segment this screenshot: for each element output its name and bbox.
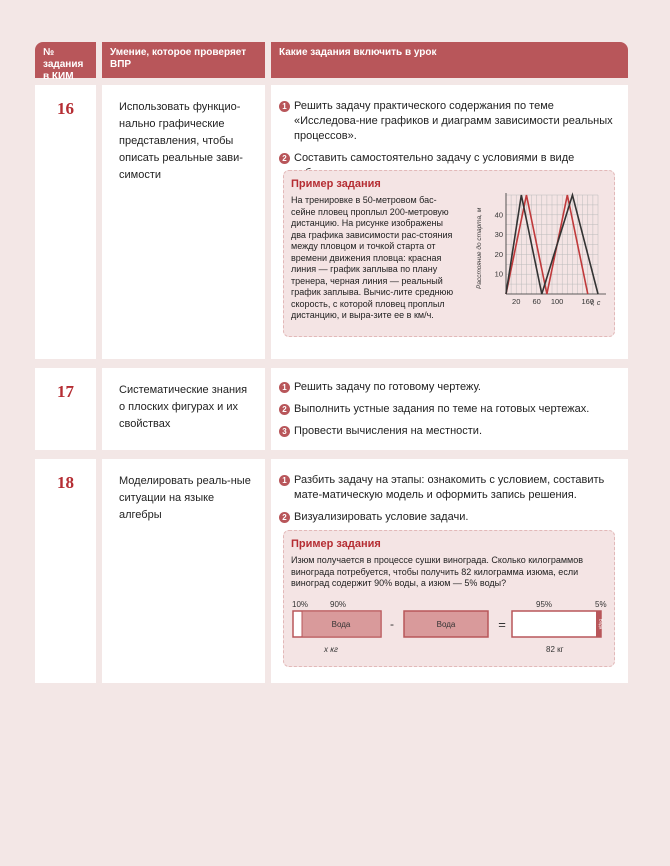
number-marker: 1 bbox=[279, 475, 290, 486]
number-marker: 2 bbox=[279, 153, 290, 164]
task-item bbox=[279, 99, 614, 144]
row-17-skill: Систематические знания о плоских фигурах и их свойствах bbox=[102, 368, 265, 450]
task-item bbox=[279, 380, 614, 395]
x-tick-label: 160 bbox=[581, 297, 595, 306]
y-tick-label: 40 bbox=[494, 210, 503, 220]
row-16-skill: Использовать функцио-нально графические представления, чтобы описать реальные зави-симости bbox=[102, 85, 265, 359]
task-item bbox=[279, 510, 614, 525]
x-tick-label: 100 bbox=[550, 297, 564, 306]
example-box-18 bbox=[283, 530, 615, 667]
grape-mass-label: x кг bbox=[324, 645, 338, 654]
removed-water-label: Вода bbox=[436, 620, 456, 629]
task-text: Визуализировать условие задачи. bbox=[294, 511, 469, 523]
row-18-skill: Моделировать реаль-ные ситуации на языке алгебры bbox=[102, 459, 265, 683]
raisin-water-label: Вода bbox=[598, 618, 604, 630]
header-skill: Умение, которое проверяет ВПР bbox=[102, 42, 265, 78]
example-text: На тренировке в 50-метровом бас-сейне пловец проплыл 200-метровую дистанцию. На рисунке изображены два графика зависимости рас-стояния между пловцом и точкой старта от времени движения пловца: красная линия — график заплыва по плану тренера, черная линия — реальный график заплыва. Вычис-лите среднюю скорость, с которой пловец проплыл дистанцию, и выра-зите ее в км/ч. bbox=[291, 195, 454, 320]
task-item bbox=[279, 402, 614, 417]
task-text: Провести вычисления на местности. bbox=[294, 425, 483, 437]
example-box-16 bbox=[283, 170, 615, 337]
number-marker: 2 bbox=[279, 512, 290, 523]
y-tick-label: 10 bbox=[494, 269, 503, 279]
y-tick-label: 30 bbox=[494, 230, 503, 240]
task-text: Выполнить устные задания по теме на готовых чертежах. bbox=[294, 403, 590, 415]
label-95-percent: 95% bbox=[536, 600, 553, 609]
number-marker: 3 bbox=[279, 426, 290, 437]
row-17-number: 17 bbox=[35, 368, 96, 450]
raisin-bar-outline bbox=[512, 611, 601, 637]
task-text: Разбить задачу на этапы: ознакомить с условием, составить мате-матическую модель и оформить запись решения. bbox=[294, 474, 605, 501]
x-tick-label: 20 bbox=[512, 297, 521, 306]
task-item bbox=[279, 473, 614, 503]
example-text: Изюм получается в процессе сушки винограда. Сколько килограммов винограда потребуется, чтобы получить 82 килограмма изюма, если виноград содержит 90% воды, а изюм — 5% воды? bbox=[291, 555, 584, 588]
number-marker: 1 bbox=[279, 101, 290, 112]
swim-chart bbox=[464, 189, 614, 319]
task-text: Решить задачу по готовому чертежу. bbox=[294, 381, 481, 393]
grape-water-label: Вода bbox=[331, 620, 351, 629]
y-axis-label: Расстояние до старта, м bbox=[476, 207, 483, 289]
row-18-number: 18 bbox=[35, 459, 96, 683]
x-tick-label: 60 bbox=[532, 297, 541, 306]
number-marker: 2 bbox=[279, 404, 290, 415]
row-16-number: 16 bbox=[35, 85, 96, 359]
equals-sign: = bbox=[498, 617, 506, 632]
header-tasks: Какие задания включить в урок bbox=[271, 42, 628, 78]
header-kim-number: № задания в КИМ bbox=[35, 42, 96, 78]
example-title: Пример задания bbox=[291, 538, 381, 550]
label-10-percent: 10% bbox=[292, 600, 309, 609]
label-90-percent: 90% bbox=[330, 600, 347, 609]
x-axis-label: t, с bbox=[591, 300, 601, 307]
example-title: Пример задания bbox=[291, 178, 381, 190]
raisin-mass-label: 82 кг bbox=[546, 645, 564, 654]
label-5-percent: 5% bbox=[595, 600, 607, 609]
task-text: Составить самостоятельно задачу с условиями в виде bbox=[294, 152, 575, 164]
y-tick-label: 20 bbox=[494, 249, 503, 259]
row-17-tasks bbox=[271, 368, 628, 450]
minus-sign: - bbox=[390, 617, 394, 631]
task-text: Решить задачу практического содержания по теме «Исследова-ние графиков и диаграмм зависимости реальных процессов». bbox=[294, 100, 613, 142]
task-item bbox=[279, 424, 614, 439]
raisin-diagram bbox=[284, 595, 616, 665]
number-marker: 1 bbox=[279, 382, 290, 393]
